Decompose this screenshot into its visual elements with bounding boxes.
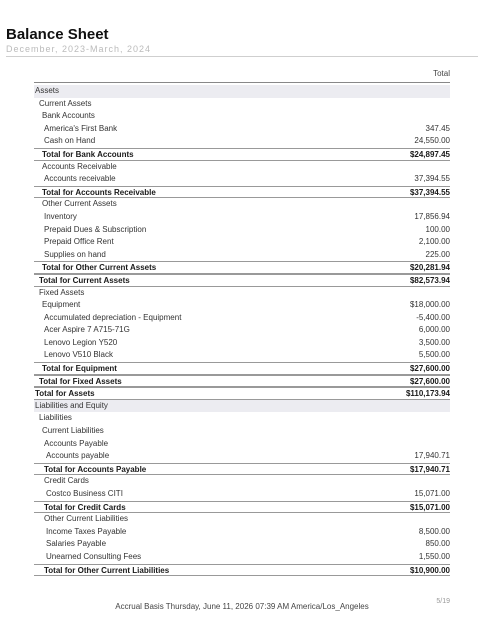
- row-label: Total for Accounts Payable: [44, 464, 147, 474]
- total-row: [34, 501, 450, 514]
- row-label: Fixed Assets: [39, 287, 85, 297]
- table-row: [34, 438, 450, 451]
- table-row: [34, 123, 450, 136]
- row-label: Credit Cards: [44, 476, 89, 486]
- table-row: [34, 513, 450, 526]
- table-row: [34, 475, 450, 488]
- row-label: Lenovo Legion Y520: [44, 337, 118, 347]
- total-row: [34, 261, 450, 274]
- row-label: Equipment: [42, 300, 81, 310]
- column-header-total: Total: [433, 69, 450, 78]
- row-amount: 15,071.00: [414, 489, 450, 498]
- table-row: [34, 337, 450, 350]
- table-row: [34, 198, 450, 211]
- row-label: Total for Bank Accounts: [42, 149, 134, 159]
- table-row: [34, 287, 450, 300]
- title-divider: [6, 56, 478, 57]
- total-row: [34, 463, 450, 476]
- row-amount: 2,100.00: [418, 237, 450, 247]
- page-number: 5/19: [436, 598, 450, 605]
- row-label: Lenovo V510 Black: [44, 350, 113, 360]
- row-label: Total for Assets: [35, 389, 95, 399]
- table-row: [34, 412, 450, 425]
- row-amount: 37,394.55: [414, 174, 450, 184]
- table-row: [34, 526, 450, 539]
- row-amount: $37,394.55: [409, 187, 450, 197]
- row-amount: 17,856.94: [414, 211, 450, 221]
- row-amount: 347.45: [425, 123, 450, 133]
- row-amount: 850.00: [425, 539, 450, 549]
- report-title: Balance Sheet: [6, 26, 109, 43]
- row-amount: 5,500.00: [418, 350, 450, 360]
- table-row: [34, 135, 450, 148]
- table-row: [34, 110, 450, 123]
- row-label: Prepaid Office Rent: [44, 237, 114, 247]
- row-amount: $18,000.00: [409, 300, 450, 310]
- row-label: Accounts payable: [46, 451, 110, 461]
- row-label: Total for Current Assets: [39, 275, 130, 285]
- row-amount: $27,600.00: [409, 376, 450, 386]
- row-amount: 225.00: [425, 249, 450, 259]
- row-amount: $20,281.94: [409, 263, 450, 273]
- table-row: [34, 161, 450, 174]
- row-label: Total for Credit Cards: [44, 502, 126, 512]
- total-row: [34, 375, 450, 388]
- row-label: America's First Bank: [44, 123, 118, 133]
- row-label: Accumulated depreciation - Equipment: [44, 312, 182, 322]
- row-label: Unearned Consulting Fees: [46, 551, 142, 561]
- row-label: Costco Business CITI: [46, 489, 123, 498]
- row-label: Supplies on hand: [44, 249, 106, 259]
- table-row: [34, 551, 450, 564]
- table-row: [34, 312, 450, 325]
- row-amount: $10,900.00: [409, 565, 450, 575]
- row-amount: 6,000.00: [418, 325, 450, 335]
- row-amount: 3,500.00: [418, 337, 450, 347]
- table-row: [34, 224, 450, 237]
- total-row: [34, 387, 450, 400]
- table-row: [34, 324, 450, 337]
- row-label: Total for Equipment: [42, 364, 117, 374]
- table-row: [34, 425, 450, 438]
- row-amount: $24,897.45: [409, 149, 450, 159]
- row-label: Liabilities: [39, 413, 72, 423]
- total-row: [34, 148, 450, 161]
- report-footer: Accrual Basis Thursday, June 11, 2026 07:39 AM America/Los_Angeles: [115, 602, 369, 611]
- row-label: Total for Fixed Assets: [39, 376, 122, 386]
- row-label: Other Current Liabilities: [44, 514, 129, 524]
- header-divider: [34, 82, 450, 83]
- row-label: Acer Aspire 7 A715-71G: [44, 325, 130, 335]
- row-label: Current Assets: [39, 98, 92, 108]
- row-label: Total for Other Current Assets: [42, 263, 157, 273]
- table-row: [34, 249, 450, 262]
- balance-sheet-table: [34, 85, 450, 576]
- row-amount: 17,940.71: [414, 451, 450, 461]
- row-amount: 8,500.00: [418, 526, 450, 536]
- row-amount: $17,940.71: [409, 464, 450, 474]
- row-label: Liabilities and Equity: [35, 400, 108, 410]
- row-label: Current Liabilities: [42, 426, 104, 436]
- total-row: [34, 186, 450, 199]
- table-row: [34, 236, 450, 249]
- row-label: Accounts receivable: [44, 174, 116, 184]
- row-label: Total for Other Current Liabilities: [44, 565, 170, 575]
- row-label: Inventory: [44, 211, 77, 221]
- section-header-row: [34, 400, 450, 413]
- row-label: Other Current Assets: [42, 199, 117, 209]
- table-row: [34, 538, 450, 551]
- row-amount: $15,071.00: [409, 502, 450, 512]
- row-amount: $27,600.00: [409, 364, 450, 374]
- table-row: [34, 349, 450, 362]
- table-row: [34, 450, 450, 463]
- row-amount: 100.00: [425, 224, 450, 234]
- row-label: Assets: [35, 86, 60, 95]
- row-label: Accounts Receivable: [42, 161, 117, 171]
- row-amount: 24,550.00: [414, 136, 450, 146]
- row-amount: 1,550.00: [418, 551, 450, 561]
- row-label: Accounts Payable: [44, 438, 109, 448]
- row-amount: $110,173.94: [405, 389, 450, 399]
- row-label: Total for Accounts Receivable: [42, 187, 156, 197]
- row-label: Salaries Payable: [46, 539, 107, 549]
- row-label: Cash on Hand: [44, 136, 96, 146]
- table-row: [34, 173, 450, 186]
- row-label: Prepaid Dues & Subscription: [44, 224, 147, 234]
- table-row: [34, 98, 450, 111]
- row-label: Income Taxes Payable: [46, 526, 127, 536]
- total-row: [34, 362, 450, 375]
- report-period: December, 2023-March, 2024: [6, 44, 152, 54]
- row-amount: $82,573.94: [409, 275, 450, 285]
- table-row: [34, 488, 450, 501]
- total-row: [34, 274, 450, 287]
- table-row: [34, 299, 450, 312]
- table-row: [34, 211, 450, 224]
- row-amount: -5,400.00: [416, 312, 450, 322]
- section-header-row: [34, 85, 450, 98]
- total-row: [34, 564, 450, 577]
- row-label: Bank Accounts: [42, 111, 95, 121]
